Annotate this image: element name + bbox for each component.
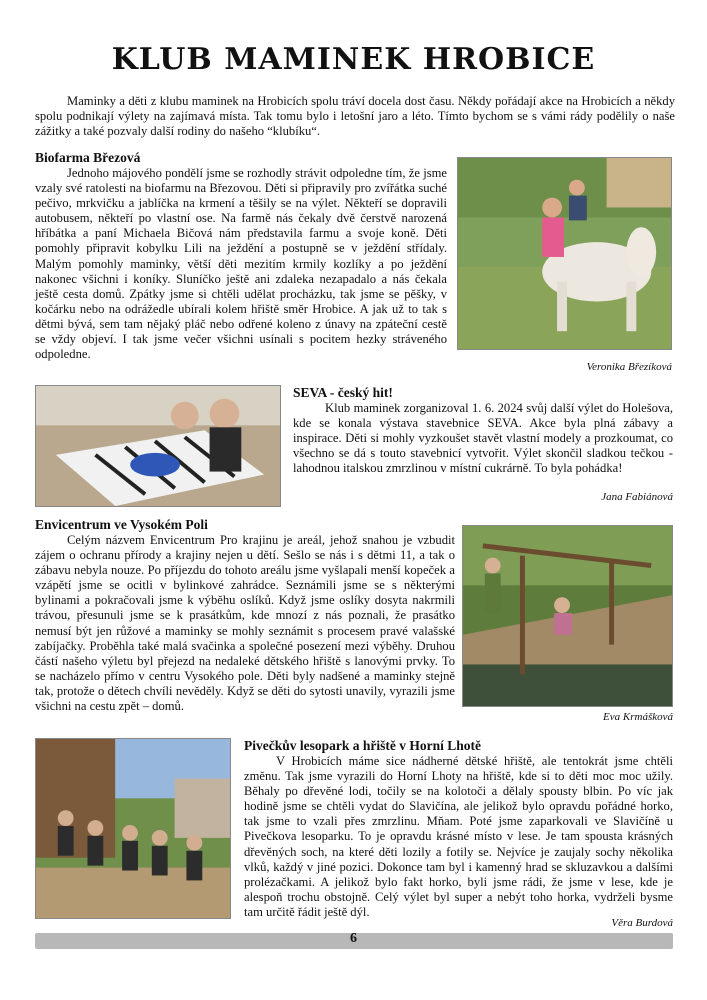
photo-seva-children [35, 385, 281, 507]
intro-paragraph: Maminky a děti z klubu maminek na Hrobicích spolu tráví docela dost času. Někdy pořádají akce na Hrobicích a někdy spolu podnikají výlety na zajímavá místa. Tak tomu bylo i letošní jaro a léto. Tímto bychom se s vámi rády podělily o naše zážitky a také pozvaly další rodiny do našeho “klubíku“. [35, 94, 675, 139]
photo-lesopark-group [35, 738, 231, 919]
article-author-seva: Jana Fabiánová [601, 491, 673, 503]
article-author-envicentrum: Eva Krmášková [603, 711, 673, 723]
page-number: 6 [350, 931, 357, 946]
article-heading-seva: SEVA - český hit! [293, 385, 393, 400]
photo-horse-riding [457, 157, 672, 350]
article-author-lesopark: Věra Burdová [611, 917, 673, 929]
article-text-envicentrum: Celým názvem Envicentrum Pro krajinu je areál, jehož snahou je vzbudit zájem o ochranu přírody a krajiny nejen u dětí. Sešlo se nás i s dětmi 11, a tak o zábavu nebyla nouze. Po příjezdu do tohoto areálu jsme vyšlapali menší kopeček a vzápětí jsme se ocitli v bylinkové zahrádce. Seznámili jsme se s některými bylinami a pokračovali jsme k výběhu oslíků. Když jsme oslíky dosyta nakrmili trávou, přesunuli jsme se k prasátkům, kde mnozí z nás poznali, že prasátko nemusí být jen růžové a maminky se mohly seznámit s procesem pravé valašské zabíjačky. Proběhla také malá svačinka a společné posezení mezi výběhy. Druhou částí našeho výletu byl přejezd na nedaleké dětského hřiště s lanovými prvky. To se nacházelo přímo v centru Vysokého pole. Děti byly nadšené a maminky stejně tak, protože o dětech chvíli nevěděly. Když se děti do sytosti unavily, vyrazili jsme všichni na cestu zpět – domů. [35, 533, 455, 714]
article-text-lesopark: V Hrobicích máme sice nádherné dětské hřiště, ale tentokrát jsme chtěli změnu. Tak jsme vyrazili do Horní Lhoty na hřiště, kde si to děti moc moc užily. Běhaly po dřevěné lodi, točily se na kolotoči a dělaly spousty blbin. Po víc jak hodině jsme se chtěli vydat do Slavičína, ale jelikož bylo opravdu pořádné horko, tak jsme to vzali přes zmrzlinu. Mňam. Poté jsme zaparkovali ve Slavičíně u Pivečkova lesoparku. To je opravdu krásné místo v lese. Je tam spousta krásných dřevěných soch, na které děti lozily a fotily se. Nejvíce je zaujaly sochy několika vlků, každý v jiné pozici. Dokonce tam byl i kamenný hrad se skluzavkou a dalšími prolézačkami. A jelikož bylo fakt horko, byli jsme rádi, že jsme v lese, kde je alespoň trochu obstojně. Celý výlet byl super a nebýt toho horka, vydrželi bysme tam určitě řádit ještě dýl. [244, 754, 673, 919]
page-title: KLUB MAMINEK HROBICE [111, 42, 596, 77]
article-heading-biofarma: Biofarma Březová [35, 150, 141, 165]
article-author-biofarma: Veronika Březíková [586, 361, 672, 373]
article-text-seva: Klub maminek zorganizoval 1. 6. 2024 svůj další výlet do Holešova, kde se konala výstava stavebnice SEVA. Akce byla plná zábavy a inspirace. Děti si mohly vyzkoušet stavět vlastní modely a prozkoumat, co všechno se dá s touto stavebnicí vytvořit. Výlet skončil sladkou tečkou - lahodnou italskou zmrzlinou v místní cukrárně. To byla pohádka! [293, 401, 673, 476]
photo-envicentrum-bridge [462, 525, 673, 707]
article-text-biofarma: Jednoho májového pondělí jsme se rozhodly strávit odpoledne tím, že jsme vzaly své ratolesti na biofarmu na Březovou. Děti si připravily pro zvířátka suché pečivo, mrkvičku a jablíčka na krmení a těšily se na výlet. Někteří se dopravili autobusem, někteří po vlastní ose. Na farmě nás čekaly dvě čerstvě narozená hříbátka a paní Michaela Bičová nám představila farmu a svoje koně. Děti pomohly připravit kobylku Lili na ježdění a postupně se v ježdění střídaly. Malým pomohly maminky, větší děti mezitím krmily kozlíky a po ježdění nakonec všichni i koníky. Sluníčko ještě ani zdaleka nezapadalo a nás čekala ještě cesta domů. Zpátky jsme si chtěli udělat procházku, tak jsme se pěšky, v kočárku nebo na odrážedle ubírali kolem hřiště směr Hrobice. A jak už to tak s dětmi bývá, sem tam nějaký pláč nebo odřené koleno z únavy na zpáteční cestě se vždy objeví. I tak jsme večer všichni usínali s pocitem hezky stráveného odpoledne. [35, 166, 447, 362]
article-heading-lesopark: Pivečkův lesopark a hřiště v Horní Lhotě [244, 738, 481, 753]
article-heading-envicentrum: Envicentrum ve Vysokém Poli [35, 517, 208, 532]
